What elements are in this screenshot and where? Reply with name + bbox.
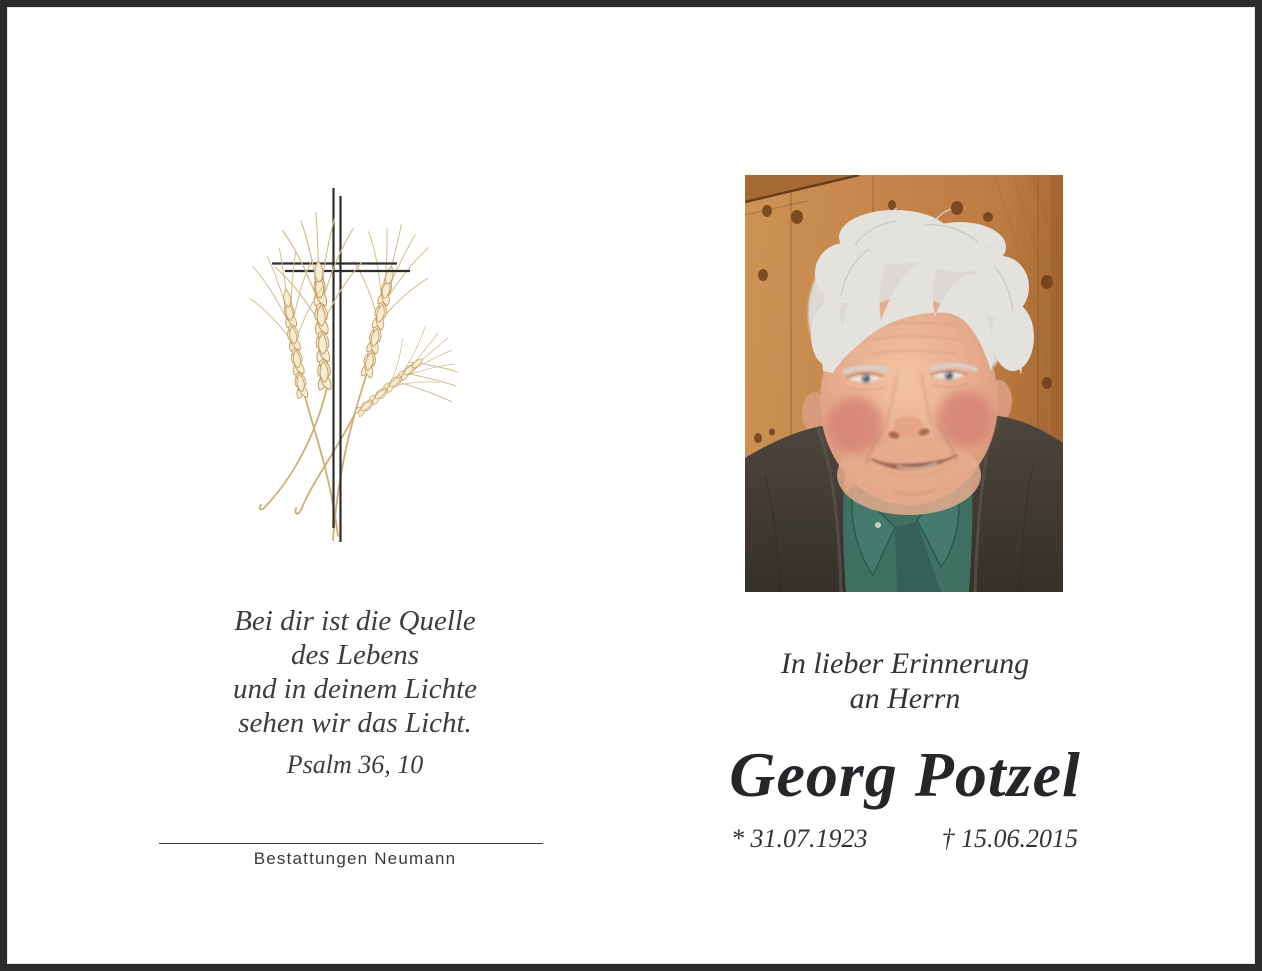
verse-line-3: und in deinem Lichte: [232, 673, 478, 705]
funeral-home-name: Bestattungen Neumann: [253, 849, 457, 868]
funeral-home-divider: [159, 843, 543, 844]
remembrance: [700, 646, 1110, 716]
life-dates: [731, 824, 1078, 854]
right-cheek: [937, 391, 993, 447]
remembrance-line-1: In lieber Erinnerung: [780, 647, 1030, 680]
verse: [120, 604, 590, 740]
verse-line-2: des Lebens: [290, 639, 420, 671]
birth-date: * 31.07.1923: [731, 824, 868, 853]
shirt-button: [875, 522, 881, 528]
wheat-stems: [260, 376, 366, 540]
death-date: † 15.06.2015: [941, 824, 1078, 853]
remembrance-line-2: an Herrn: [849, 682, 961, 715]
verse-line-1: Bei dir ist die Quelle: [234, 605, 476, 637]
verse-line-4: sehen wir das Licht.: [238, 707, 472, 739]
deceased-name: Georg Potzel: [729, 739, 1081, 810]
cross-wheat-illustration: [230, 175, 475, 565]
verse-attribution: Psalm 36, 10: [286, 750, 424, 779]
cross-lines: [272, 188, 410, 542]
portrait-photo: [745, 175, 1063, 592]
